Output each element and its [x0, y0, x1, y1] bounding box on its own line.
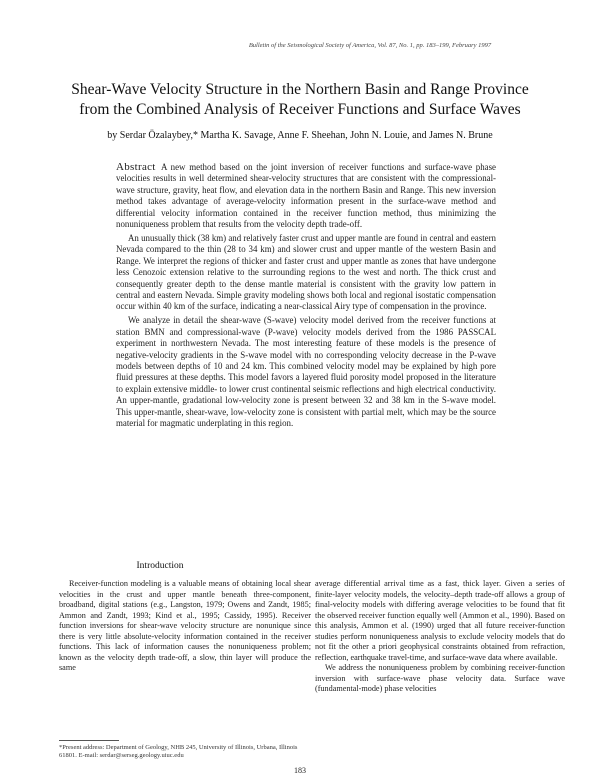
left-column: [59, 579, 311, 674]
abstract-text-1: A new method based on the joint inversion of receiver functions and surface-wave phase velocities results in well determined shear-velocity structures that are consistent with the compressional-wave structure, gravity, heat flow, and elevation data in the northern Basin and Range. This new inversion method takes advantage of average-velocity information present in the surface-wave method and differential velocity information contained in the receiver function method, thus minimizing the nonuniqueness problem that results from the velocity depth trade-off.: [116, 162, 496, 230]
section-heading-introduction: Introduction: [136, 561, 184, 571]
page-number: 183: [294, 766, 306, 775]
intro-paragraph-right-1: average differential arrival time as a fast, thick layer. Given a series of finite-layer velocity models, the velocity–depth trade-off allows a group of final-velocity models with differing average velocities to be found that fit the observed receiver function equally well (Ammon et al., 1990). Based on this analysis, Ammon et al. (1990) urged that all future receiver-function studies perform nonuniqueness analysis to exclude velocity models that do not fit the other a priori geophysical constraints obtained from refraction, reflection, earthquake travel-time, and surface-wave data where available.: [315, 579, 565, 662]
intro-paragraph-left: Receiver-function modeling is a valuable means of obtaining local shear velocities in the crust and upper mantle beneath three-component, broadband, digital stations (e.g., Langston, 1979; Owens and Zandt, 1985; Ammon and Zandt, 1993; Kind et al., 1995; Cassidy, 1995). Receiver function inversions for shear-wave velocity structure are nonunique since there is very little absolute-velocity information contained in the receiver functions. This lack of information causes the nonuniqueness problem; known as the velocity depth trade-off, a slow, thin layer will produce the same: [59, 579, 311, 672]
abstract-label: Abstract: [116, 161, 156, 173]
intro-paragraph-right-2: We address the nonuniqueness problem by combining receiver-function inversion with surface-wave phase velocity data. Surface wave (fundamental-mode) phase velocities: [315, 663, 565, 693]
paper-title: [20, 80, 580, 120]
abstract: [116, 162, 496, 432]
abstract-paragraph-1: [116, 162, 496, 230]
journal-header: Bulletin of the Seismological Society of America, Vol. 87, No. 1, pp. 183–199, February 1997: [248, 42, 492, 49]
right-column: [315, 579, 565, 695]
abstract-paragraph-2: An unusually thick (38 km) and relatively faster crust and upper mantle are found in central and eastern Nevada compared to the thin (28 to 34 km) and slower crust and upper mantle of the western Basin and Range. We interpret the regions of thicker and faster crust and upper mantle as zones that have undergone less Cenozoic extension relative to the surrounding regions to the west and north. The thick crust and consequently greater depth to the dense mantle material is consistent with the gravity low pattern in central and eastern Nevada. Simple gravity modeling shows both local and regional isostatic compensation occur within 40 km of the surface, indicating a near-classical Airy type of compensation in the province.: [116, 232, 496, 312]
title-line-1: Shear-Wave Velocity Structure in the Northern Basin and Range Province: [71, 81, 529, 98]
author-list: by Serdar Özalaybey,* Martha K. Savage, Anne F. Sheehan, John N. Louie, and James N. Brune: [107, 130, 493, 141]
abstract-paragraph-3: We analyze in detail the shear-wave (S-wave) velocity model derived from the receiver functions at station BMN and compressional-wave (P-wave) velocity models derived from the 1986 PASSCAL experiment in northwestern Nevada. The most interesting feature of these models is the presence of negative-velocity gradients in the S-wave model with no corresponding velocity decrease in the P-wave models between depths of 10 and 24 km. This combined velocity model may be explained by high pore fluid pressures at these depths. This model favors a layered fluid porosity model proposed in the literature to explain extensive middle- to lower crust continental seismic reflections and high electrical conductivity. An upper-mantle, gradational low-velocity zone is present between 32 and 38 km in the S-wave model. This upper-mantle, shear-wave, low-velocity zone is consistent with partial melt, which may be the source material for magmatic underplating in this region.: [116, 315, 496, 428]
title-line-2: from the Combined Analysis of Receiver Functions and Surface Waves: [79, 101, 521, 118]
footnote-rule: [59, 740, 119, 741]
footnote: *Present address: Department of Geology, NHB 245, University of Illinois, Urbana, Illinois 61801. E-mail: serdar@serseg.geology.uiuc.edu: [59, 744, 298, 759]
